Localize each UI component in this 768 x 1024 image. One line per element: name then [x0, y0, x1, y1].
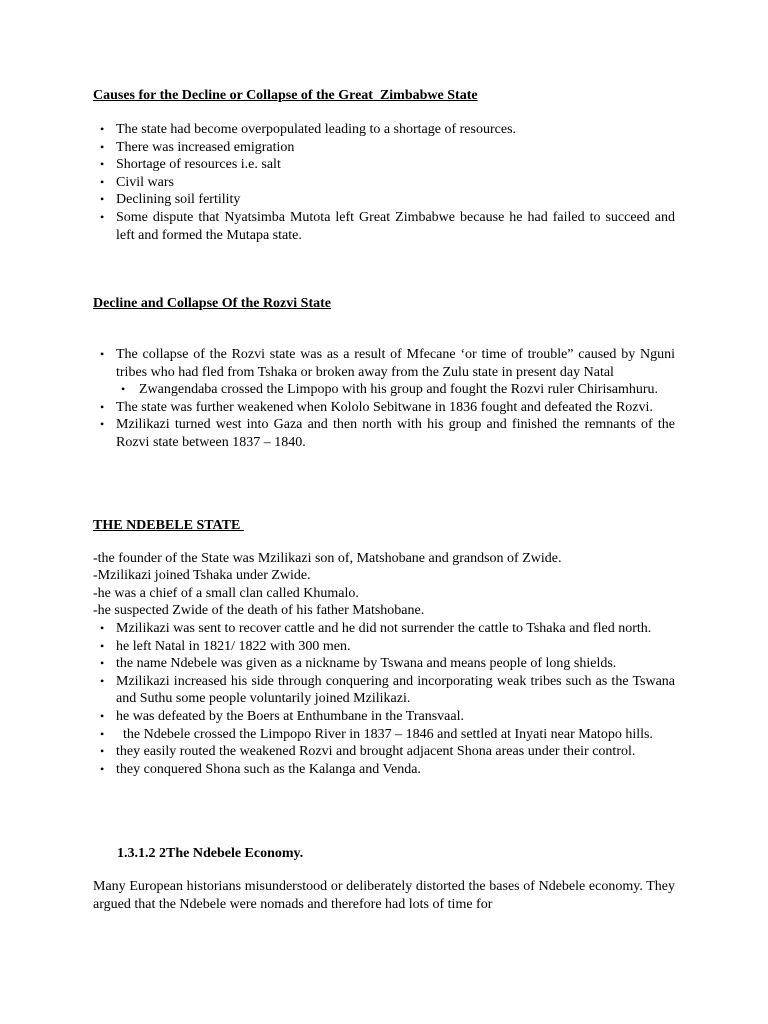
list-item: • The state had become overpopulated leading to a shortage of resources. — [100, 122, 517, 137]
bullet-icon: • — [100, 122, 105, 136]
bullet-icon: • — [100, 621, 105, 635]
bullet-icon: • — [100, 192, 105, 207]
bullet-icon: • — [100, 417, 105, 432]
bullet-icon: • — [100, 744, 105, 759]
ndebele-intro-lines — [93, 550, 675, 620]
sub-list-item: • Zwangendaba crossed the Limpopo with his group and fought the Rozvi ruler Chirisamhuru. — [121, 382, 659, 398]
bullet-icon: • — [100, 157, 105, 172]
ndebele-economy-paragraph: Many European historians misunderstood or deliberately distorted the bases of Ndebele economy. They argued that the Ndebele were nomads and therefore had lots of time for — [93, 879, 675, 912]
bullet-icon: • — [100, 209, 105, 224]
list-item: • Some dispute that Nyatsimba Mutota left Great Zimbabwe because he had failed to succeed and left and formed the Mutapa state. — [100, 209, 675, 243]
bullet-icon: • — [100, 139, 105, 154]
list-item: • Declining soil fertility — [100, 192, 241, 208]
list-item: • The collapse of the Rozvi state was as a result of Mfecane ‘or time of trouble” caused by Nguni tribes who had fled from Tshaka or broken away from the Zulu state in present day Natal — [100, 347, 675, 380]
list-item: • they conquered Shona such as the Kalanga and Venda. — [100, 761, 421, 777]
list-item: • Civil wars — [100, 174, 174, 190]
list-item: • the Ndebele crossed the Limpopo River in 1837 – 1846 and settled at Inyati near Matopo hills. — [100, 726, 653, 742]
list-item: • they easily routed the weakened Rozvi and brought adjacent Shona areas under their control. — [100, 744, 636, 760]
section-heading-rozvi-decline: Decline and Collapse Of the Rozvi State — [93, 296, 331, 311]
text-line: -Mzilikazi joined Tshaka under Zwide. — [93, 568, 311, 584]
bullet-icon: • — [100, 761, 105, 776]
bullet-icon: • — [100, 638, 105, 653]
bullet-icon: • — [100, 708, 105, 723]
list-item: • Mzilikazi turned west into Gaza and then north with his group and finished the remnants of the Rozvi state between 1837 – 1840. — [100, 417, 675, 450]
bullet-icon: • — [100, 174, 105, 189]
list-item: • Mzilikazi was sent to recover cattle and he did not surrender the cattle to Tshaka and fled north. — [100, 621, 652, 636]
bullet-icon: • — [100, 399, 105, 414]
text-line: -the founder of the State was Mzilikazi son of, Matshobane and grandson of Zwide. — [93, 551, 562, 566]
rozvi-decline-list — [93, 346, 675, 452]
section-heading-ndebele-state: THE NDEBELE STATE — [93, 518, 244, 533]
ndebele-state-list — [93, 620, 675, 778]
bullet-icon: • — [100, 347, 105, 361]
list-item: • There was increased emigration — [100, 139, 295, 155]
section-heading-ndebele-economy: 1.3.1.2 2The Ndebele Economy. — [117, 846, 304, 861]
section-heading-great-zimbabwe-decline: Causes for the Decline or Collapse of the Great Zimbabwe State — [93, 88, 478, 103]
bullet-icon: • — [100, 673, 105, 688]
bullet-icon: • — [121, 382, 126, 397]
list-item: • he was defeated by the Boers at Enthumbane in the Transvaal. — [100, 708, 464, 724]
bullet-icon: • — [100, 656, 105, 671]
list-item: • Shortage of resources i.e. salt — [100, 157, 281, 173]
text-line: -he suspected Zwide of the death of his father Matshobane. — [93, 603, 425, 619]
list-item: • Mzilikazi increased his side through conquering and incorporating weak tribes such as the Tswana and Suthu some people voluntarily joined Mzilikazi. — [100, 673, 675, 707]
list-item: • The state was further weakened when Kololo Sebitwane in 1836 fought and defeated the Rozvi. — [100, 399, 653, 415]
bullet-icon: • — [100, 726, 105, 741]
great-zimbabwe-causes-list — [93, 121, 675, 244]
list-item: • he left Natal in 1821/ 1822 with 300 men. — [100, 638, 351, 654]
text-line: -he was a chief of a small clan called Khumalo. — [93, 585, 359, 601]
list-item: • the name Ndebele was given as a nickname by Tswana and means people of long shields. — [100, 656, 617, 672]
